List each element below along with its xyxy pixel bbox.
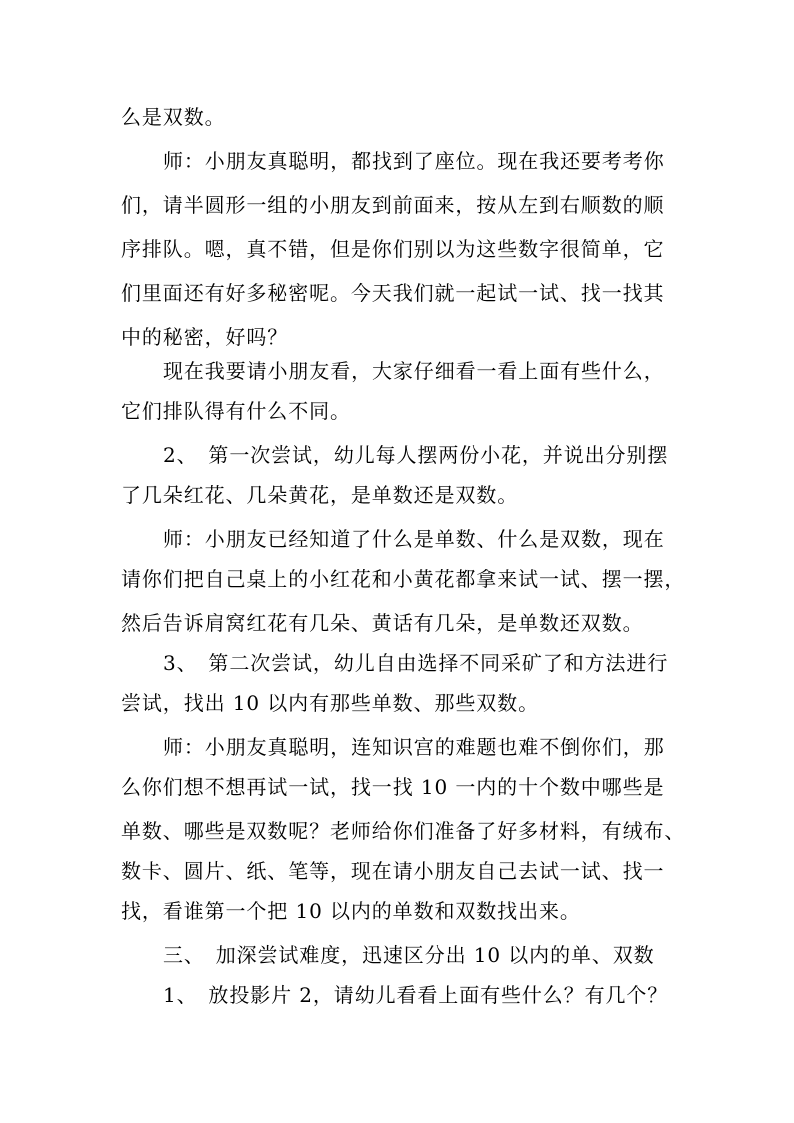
text-line-18: 单数、哪些是双数呢？老师给你们准备了好多材料，有绒布、: [121, 819, 686, 843]
text-line-6: 中的秘密，好吗？: [121, 325, 289, 349]
text-line-14: 3、 第二次尝试，幼儿自由选择不同采矿了和方法进行: [163, 651, 669, 675]
text-line-8: 它们排队得有什么不同。: [121, 399, 351, 423]
text-line-13: 然后告诉肩窝红花有几朵、黄话有几朵，是单数还双数。: [121, 611, 644, 635]
text-line-19: 数卡、圆片、纸、笔等，现在请小朋友自己去试一试、找一: [121, 859, 665, 883]
text-line-21: 三、 加深尝试难度，迅速区分出 10 以内的单、双数: [163, 943, 655, 967]
text-line-3: 们，请半圆形一组的小朋友到前面来，按从左到右顺数的顺: [121, 193, 665, 217]
text-line-5: 们里面还有好多秘密呢。今天我们就一起试一试、找一找其: [121, 281, 665, 305]
text-line-1: 么是双数。: [121, 105, 226, 129]
text-line-17: 么你们想不想再试一试，找一找 10 一内的十个数中哪些是: [121, 775, 665, 799]
text-line-20: 找，看谁第一个把 10 以内的单数和双数找出来。: [121, 899, 581, 923]
text-line-4: 序排队。嗯，真不错，但是你们别以为这些数字很简单，它: [121, 237, 665, 261]
text-line-10: 了几朵红花、几朵黄花，是单数还是双数。: [121, 483, 519, 507]
text-line-16: 师：小朋友真聪明，连知识宫的难题也难不倒你们，那: [163, 735, 665, 759]
text-line-15: 尝试，找出 10 以内有那些单数、那些双数。: [121, 691, 539, 715]
text-line-9: 2、 第一次尝试，幼儿每人摆两份小花，并说出分别摆: [163, 443, 669, 467]
text-line-12: 请你们把自己桌上的小红花和小黄花都拿来试一试、摆一摆，: [121, 567, 686, 591]
text-line-7: 现在我要请小朋友看，大家仔细看一看上面有些什么，: [163, 359, 665, 383]
text-line-2: 师：小朋友真聪明，都找到了座位。现在我还要考考你: [163, 149, 665, 173]
text-line-22: 1、 放投影片 2，请幼儿看看上面有些什么？有几个？: [163, 983, 669, 1007]
text-line-11: 师：小朋友已经知道了什么是单数、什么是双数，现在: [163, 527, 665, 551]
